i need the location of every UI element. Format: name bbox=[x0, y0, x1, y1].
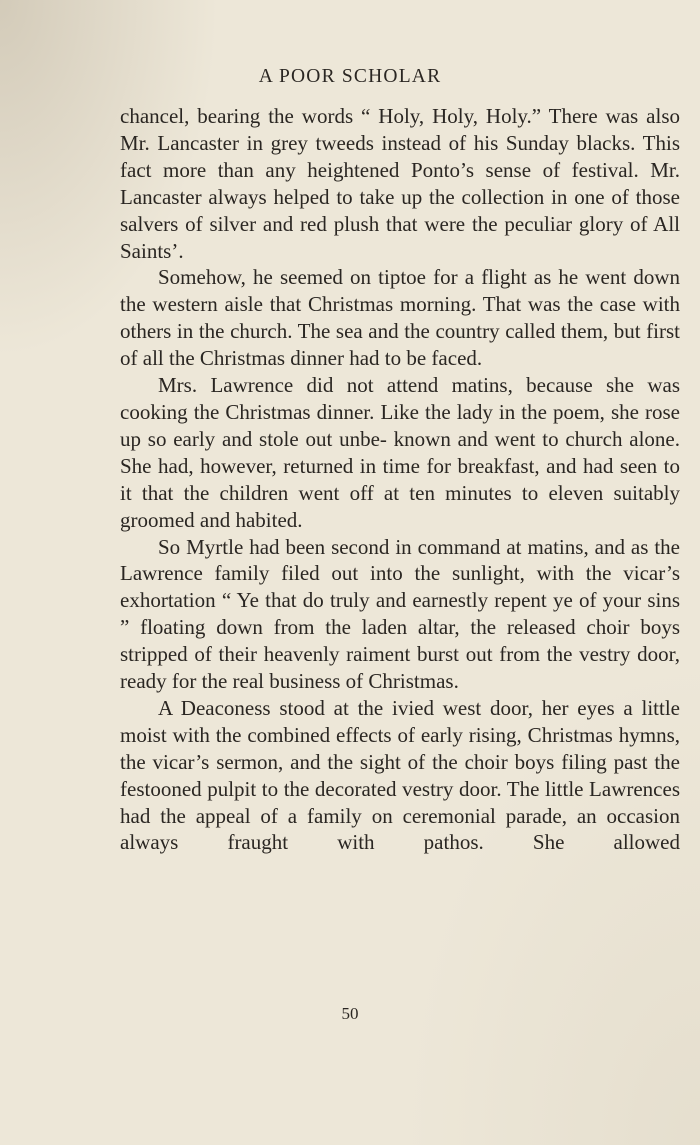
paragraph-4: So Myrtle had been second in command at matins, and as the Lawrence family filed out into the sunlight, with the vicar’s exhortation “ Ye that do truly and earnestly repent ye of your sins ” floating down from the laden altar, the released choir boys stripped of their heavenly raiment burst out from the vestry door, ready for the real business of Christmas. bbox=[120, 534, 680, 694]
paragraph-2: Somehow, he seemed on tiptoe for a flight as he went down the western aisle that Christmas morning. That was the case with others in the church. The sea and the country called them, but first of all the Christmas dinner had to be faced. bbox=[120, 265, 680, 371]
page-number: 50 bbox=[341, 1004, 359, 1023]
paragraph-3: Mrs. Lawrence did not attend matins, because she was cooking the Christmas dinner. Like the lady in the poem, she rose up so early and stole out unbe- known and went to church alone. She had, however, returned in time for breakfast, and had seen to it that the children went off at ten minutes to eleven suitably groomed and habited. bbox=[120, 373, 680, 532]
paragraph-1: chancel, bearing the words “ Holy, Holy, Holy.” There was also Mr. Lancaster in grey tweeds instead of his Sunday blacks. This fact more than any heightened Ponto’s sense of festival. Mr. Lancaster always helped to take up the collection in one of those salvers of silver and red plush that were the peculiar glory of All Saints’. bbox=[120, 104, 680, 263]
body-text bbox=[120, 103, 680, 856]
running-head: A POOR SCHOLAR bbox=[258, 66, 442, 87]
paragraph-5: A Deaconess stood at the ivied west door, her eyes a little moist with the combined effects of early rising, Christmas hymns, the vicar’s sermon, and the sight of the choir boys filing past the festooned pulpit to the decorated vestry door. The little Lawrences had the appeal of a family on ceremonial parade, an occasion always fraught with pathos. She allowed bbox=[120, 695, 680, 855]
